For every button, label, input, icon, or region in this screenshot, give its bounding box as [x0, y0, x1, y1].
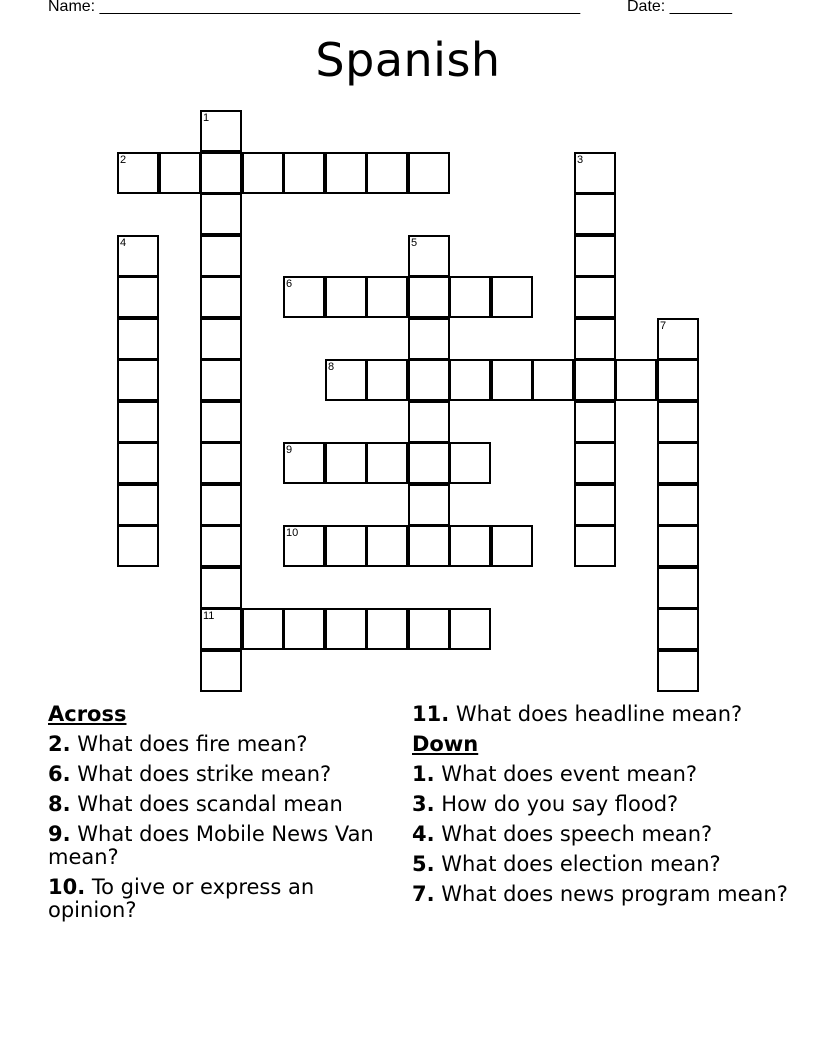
clue-number-label: 8: [328, 361, 335, 373]
grid-cell[interactable]: [325, 152, 367, 194]
grid-cell[interactable]: [366, 442, 408, 484]
across-clue-2: [48, 733, 408, 756]
clue-number: 3.: [412, 792, 435, 816]
across-clue-11: [412, 703, 792, 726]
grid-cell[interactable]: [117, 318, 159, 360]
grid-cell[interactable]: [408, 318, 450, 360]
clue-number-label: 6: [286, 278, 293, 290]
grid-cell[interactable]: [325, 359, 367, 401]
clue-number: 9.: [48, 822, 71, 846]
grid-cell[interactable]: [200, 442, 242, 484]
grid-cell[interactable]: [574, 525, 616, 567]
clue-text: What does Mobile News Van mean?: [48, 822, 374, 869]
across-clue-8: [48, 793, 408, 816]
grid-cell[interactable]: [491, 525, 533, 567]
clue-number: 10.: [48, 875, 86, 899]
grid-cell[interactable]: [657, 650, 699, 692]
grid-cell[interactable]: [283, 525, 325, 567]
grid-cell[interactable]: [117, 235, 159, 277]
clue-number: 6.: [48, 762, 71, 786]
grid-cell[interactable]: [449, 359, 491, 401]
down-heading: Down: [412, 732, 479, 756]
grid-cell[interactable]: [200, 401, 242, 443]
grid-cell[interactable]: [366, 608, 408, 650]
grid-cell[interactable]: [200, 525, 242, 567]
grid-cell[interactable]: [574, 152, 616, 194]
down-clue-5: [412, 853, 792, 876]
across-clue-10: [48, 876, 408, 922]
clue-text: How do you say flood?: [441, 792, 679, 816]
grid-cell[interactable]: [491, 276, 533, 318]
grid-cell[interactable]: [117, 401, 159, 443]
grid-cell[interactable]: [117, 359, 159, 401]
grid-cell[interactable]: [117, 484, 159, 526]
clue-text: What does election mean?: [441, 852, 721, 876]
grid-cell[interactable]: [200, 110, 242, 152]
clue-text: What does fire mean?: [77, 732, 308, 756]
grid-cell[interactable]: [615, 359, 657, 401]
grid-cell[interactable]: [574, 359, 616, 401]
grid-cell[interactable]: [574, 484, 616, 526]
grid-cell[interactable]: [574, 318, 616, 360]
grid-cell[interactable]: [574, 401, 616, 443]
grid-cell[interactable]: [657, 318, 699, 360]
grid-cell[interactable]: [200, 152, 242, 194]
grid-cell[interactable]: [159, 152, 201, 194]
grid-cell[interactable]: [366, 152, 408, 194]
grid-cell[interactable]: [283, 152, 325, 194]
grid-cell[interactable]: [200, 650, 242, 692]
clue-number-label: 2: [120, 154, 127, 166]
grid-cell[interactable]: [657, 525, 699, 567]
grid-cell[interactable]: [408, 401, 450, 443]
grid-cell[interactable]: [325, 442, 367, 484]
grid-cell[interactable]: [408, 525, 450, 567]
grid-cell[interactable]: [117, 525, 159, 567]
clue-text: To give or express an opinion?: [48, 875, 315, 922]
clue-text: What does strike mean?: [77, 762, 332, 786]
puzzle-title: Spanish: [315, 33, 501, 87]
clue-number-label: 7: [660, 320, 667, 332]
grid-cell[interactable]: [657, 608, 699, 650]
clue-number-label: 3: [577, 154, 584, 166]
grid-cell[interactable]: [200, 318, 242, 360]
grid-cell[interactable]: [325, 525, 367, 567]
grid-cell[interactable]: [408, 235, 450, 277]
clue-text: What does event mean?: [441, 762, 698, 786]
grid-cell[interactable]: [200, 567, 242, 609]
grid-cell[interactable]: [657, 484, 699, 526]
clue-number-label: 1: [203, 112, 210, 124]
across-clue-9: [48, 823, 408, 869]
grid-cell[interactable]: [408, 359, 450, 401]
grid-cell[interactable]: [449, 608, 491, 650]
down-clue-7: [412, 883, 792, 906]
clue-text: What does headline mean?: [455, 702, 743, 726]
clue-number-label: 11: [203, 610, 215, 622]
grid-cell[interactable]: [200, 276, 242, 318]
down-clue-1: [412, 763, 792, 786]
across-heading: Across: [48, 702, 127, 726]
grid-cell[interactable]: [449, 442, 491, 484]
grid-cell[interactable]: [657, 401, 699, 443]
clue-number-label: 10: [286, 527, 299, 539]
clue-number: 7.: [412, 882, 435, 906]
grid-cell[interactable]: [574, 235, 616, 277]
grid-cell[interactable]: [408, 484, 450, 526]
grid-cell[interactable]: [408, 442, 450, 484]
grid-cell[interactable]: [366, 359, 408, 401]
clue-number: 5.: [412, 852, 435, 876]
grid-cell[interactable]: [325, 608, 367, 650]
clues-left-column: [48, 703, 408, 929]
grid-cell[interactable]: [200, 359, 242, 401]
grid-cell[interactable]: [325, 276, 367, 318]
grid-cell[interactable]: [242, 608, 284, 650]
clue-number-label: 4: [120, 237, 127, 249]
grid-cell[interactable]: [408, 152, 450, 194]
grid-cell[interactable]: [574, 276, 616, 318]
grid-cell[interactable]: [117, 152, 159, 194]
grid-cell[interactable]: [242, 152, 284, 194]
clue-text: What does news program mean?: [441, 882, 788, 906]
clue-number: 8.: [48, 792, 71, 816]
clue-number: 4.: [412, 822, 435, 846]
date-field-label: Date: _______: [627, 0, 732, 15]
grid-cell[interactable]: [283, 442, 325, 484]
grid-cell[interactable]: [200, 484, 242, 526]
grid-cell[interactable]: [574, 442, 616, 484]
across-clue-6: [48, 763, 408, 786]
grid-cell[interactable]: [657, 359, 699, 401]
grid-cell[interactable]: [283, 608, 325, 650]
grid-cell[interactable]: [449, 525, 491, 567]
grid-cell[interactable]: [283, 276, 325, 318]
clue-number: 2.: [48, 732, 71, 756]
grid-cell[interactable]: [117, 276, 159, 318]
clue-text: What does speech mean?: [441, 822, 713, 846]
grid-cell[interactable]: [657, 442, 699, 484]
grid-cell[interactable]: [574, 193, 616, 235]
name-field-label: Name: ______________________________________________________: [48, 0, 581, 15]
clues-right-column: [412, 703, 792, 913]
grid-cell[interactable]: [532, 359, 574, 401]
grid-cell[interactable]: [366, 276, 408, 318]
clue-number-label: 5: [411, 237, 418, 249]
grid-cell[interactable]: [449, 276, 491, 318]
clue-text: What does scandal mean: [77, 792, 343, 816]
down-clue-4: [412, 823, 792, 846]
clue-number: 1.: [412, 762, 435, 786]
grid-cell[interactable]: [200, 193, 242, 235]
grid-cell[interactable]: [491, 359, 533, 401]
down-clue-3: [412, 793, 792, 816]
grid-cell[interactable]: [117, 442, 159, 484]
grid-cell[interactable]: [408, 276, 450, 318]
clue-number-label: 9: [286, 444, 293, 456]
clue-number: 11.: [412, 702, 450, 726]
grid-cell[interactable]: [200, 608, 242, 650]
grid-cell[interactable]: [657, 567, 699, 609]
grid-cell[interactable]: [200, 235, 242, 277]
grid-cell[interactable]: [408, 608, 450, 650]
grid-cell[interactable]: [366, 525, 408, 567]
